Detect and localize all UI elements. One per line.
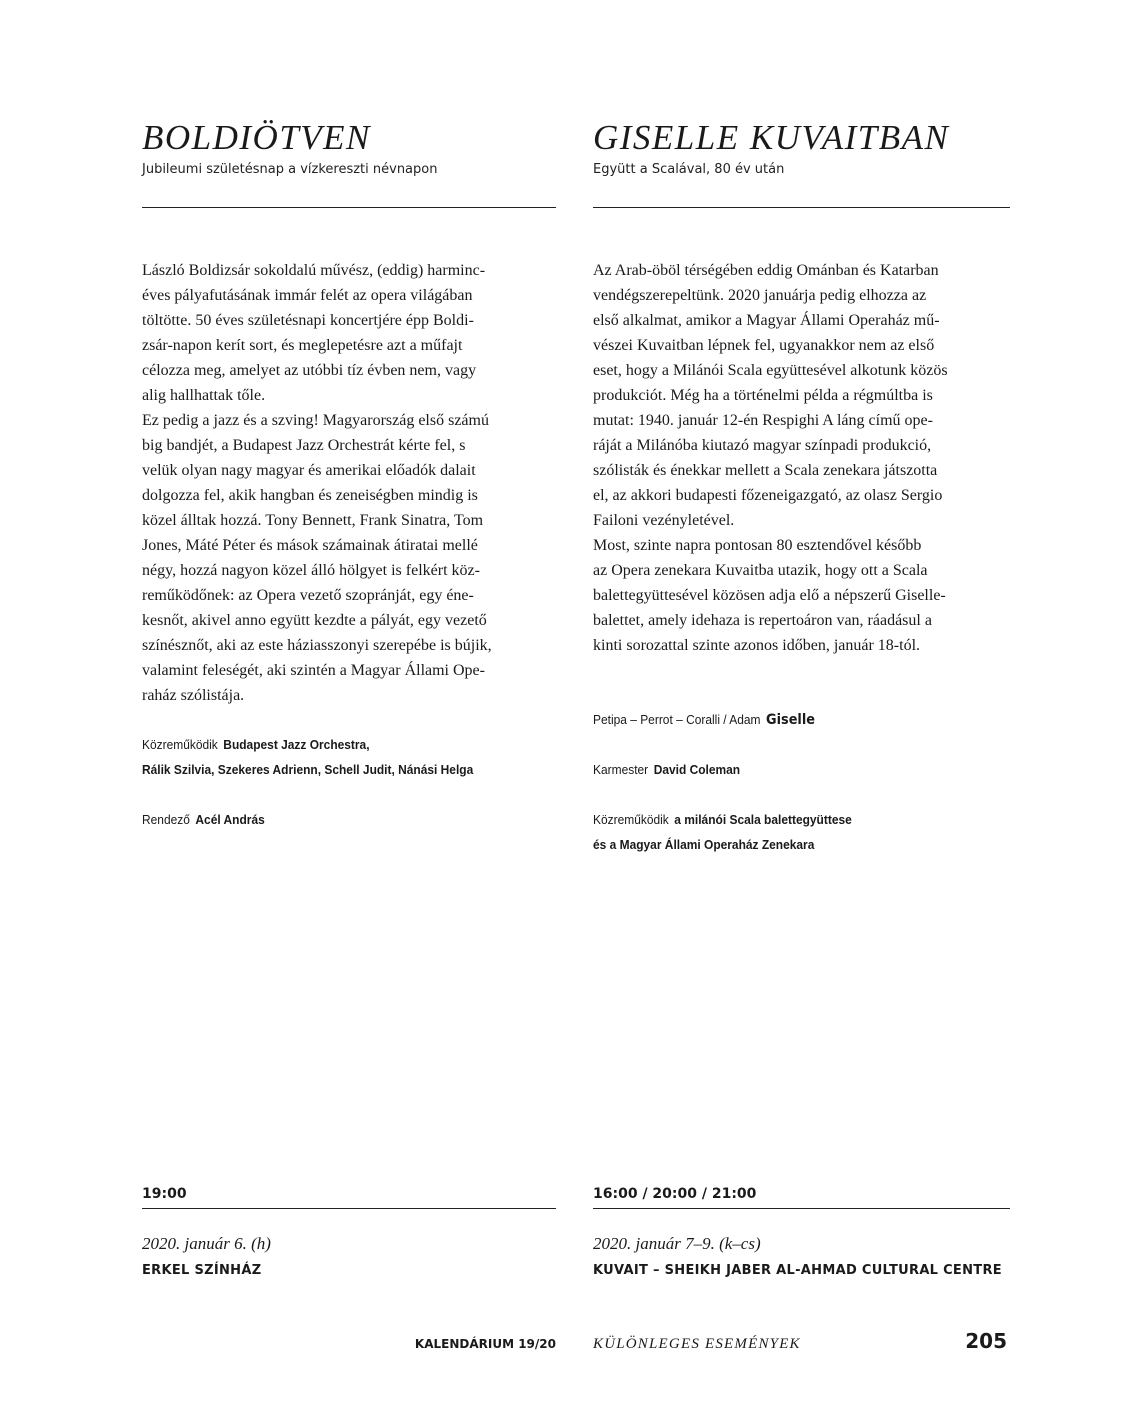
- right-event-time: 16:00 / 20:00 / 21:00: [593, 1186, 757, 1202]
- body-line: balettet, amely idehaza is repertoáron van, ráadásul a: [593, 612, 932, 629]
- left-performers-credit-line2: [142, 757, 473, 782]
- left-top-divider: [142, 207, 556, 208]
- body-line: vészei Kuvaitban lépnek fel, ugyanakkor nem az első: [593, 337, 935, 354]
- conductor-label: Karmester: [593, 762, 649, 777]
- body-line: Failoni vezényletével.: [593, 512, 735, 529]
- right-top-divider: [593, 207, 1010, 208]
- body-paragraph: [142, 408, 556, 708]
- performers-value: a milánói Scala balettegyüttese: [674, 812, 852, 827]
- body-line: négy, hozzá nagyon közel álló hölgyet is felkért köz-: [142, 562, 480, 579]
- director-label: Rendező: [142, 812, 190, 827]
- right-event-venue: KUVAIT – SHEIKH JABER AL-AHMAD CULTURAL CENTRE: [593, 1263, 1002, 1278]
- left-article-title: BOLDIÖTVEN: [142, 118, 371, 157]
- body-line: vendégszerepeltünk. 2020 januárja pedig elhozza az: [593, 287, 927, 304]
- body-line: eset, hogy a Milánói Scala együttesével alkotunk közös: [593, 362, 948, 379]
- left-event-date: 2020. január 6. (h): [142, 1234, 271, 1253]
- body-line: célozza meg, amelyet az utóbbi tíz évben nem, vagy: [142, 362, 477, 379]
- work-value: Giselle: [766, 712, 816, 728]
- body-line: big bandjét, a Budapest Jazz Orchestrát kérte fel, s: [142, 437, 466, 454]
- body-line: velük olyan nagy magyar és amerikai előadók dalait: [142, 462, 476, 479]
- body-paragraph: [142, 258, 556, 408]
- body-line: Most, szinte napra pontosan 80 esztendővel később: [593, 537, 922, 554]
- body-line: reműködőnek: az Opera vezető szopránját, egy éne-: [142, 587, 474, 604]
- body-line: László Boldizsár sokoldalú művész, (eddig) harminc-: [142, 262, 486, 279]
- right-conductor-credit: [593, 757, 740, 782]
- body-line: alig hallhattak tőle.: [142, 387, 266, 404]
- conductor-value: David Coleman: [653, 762, 741, 777]
- performers-value-line2: Rálik Szilvia, Szekeres Adrienn, Schell Judit, Nánási Helga: [142, 762, 474, 777]
- left-bottom-divider: [142, 1208, 556, 1209]
- right-article-title: GISELLE KUVAITBAN: [593, 118, 950, 157]
- body-line: kesnőt, akivel anno együtt kezdte a pályát, egy vezető: [142, 612, 487, 629]
- body-paragraph: [593, 258, 1010, 533]
- body-line: Ez pedig a jazz és a szving! Magyarország első számú: [142, 412, 489, 429]
- left-event-time: 19:00: [142, 1186, 187, 1202]
- right-performers-credit-line2: [593, 832, 814, 857]
- left-article-subtitle: Jubileumi születésnap a vízkereszti névnapon: [142, 162, 438, 177]
- right-work-credit: [593, 707, 815, 733]
- work-label: Petipa – Perrot – Coralli / Adam: [593, 712, 761, 727]
- body-line: el, az akkori budapesti főzeneigazgató, az olasz Sergio: [593, 487, 943, 504]
- performers-value: Budapest Jazz Orchestra,: [223, 737, 370, 752]
- body-line: színésznőt, aki az este háziasszonyi szerepébe is bújik,: [142, 637, 492, 654]
- performers-label: Közreműködik: [142, 737, 218, 752]
- body-line: kinti sorozattal szinte azonos időben, január 18-tól.: [593, 637, 921, 654]
- body-line: töltötte. 50 éves születésnapi koncertjére épp Boldi-: [142, 312, 474, 329]
- right-bottom-divider: [593, 1208, 1010, 1209]
- body-line: valamint feleségét, aki szintén a Magyar Állami Ope-: [142, 662, 485, 679]
- page-number: 205: [965, 1329, 1007, 1353]
- body-line: Az Arab-öböl térségében eddig Ománban és Katarban: [593, 262, 939, 279]
- body-line: szólisták és énekkar mellett a Scala zenekara játszotta: [593, 462, 938, 479]
- left-performers-credit: [142, 732, 370, 757]
- body-line: mutat: 1940. január 12-én Respighi A láng című ope-: [593, 412, 933, 429]
- footer-section-name: KÜLÖNLEGES ESEMÉNYEK: [593, 1336, 801, 1352]
- body-line: balettegyüttesével közösen adja elő a népszerű Giselle-: [593, 587, 946, 604]
- body-line: első alkalmat, amikor a Magyar Állami Operaház mű-: [593, 312, 940, 329]
- left-article-body: [142, 258, 556, 708]
- footer-publication-name: KALENDÁRIUM 19/20: [414, 1337, 556, 1351]
- right-article-body: [593, 258, 1010, 658]
- left-director-credit: [142, 807, 265, 832]
- body-line: közel álltak hozzá. Tony Bennett, Frank Sinatra, Tom: [142, 512, 484, 529]
- right-event-date: 2020. január 7–9. (k–cs): [593, 1234, 761, 1253]
- right-performers-credit: [593, 807, 852, 832]
- director-value: Acél András: [195, 812, 265, 827]
- right-article-subtitle: Együtt a Scalával, 80 év után: [593, 162, 785, 177]
- body-line: az Opera zenekara Kuvaitba utazik, hogy ott a Scala: [593, 562, 928, 579]
- body-line: dolgozza fel, akik hangban és zeneiségben mindig is: [142, 487, 478, 504]
- body-line: raház szólistája.: [142, 687, 245, 704]
- body-paragraph: [593, 533, 1010, 658]
- performers-value-line2: és a Magyar Állami Operaház Zenekara: [593, 837, 815, 852]
- left-event-venue: ERKEL SZÍNHÁZ: [142, 1263, 262, 1278]
- body-line: zsár-napon kerít sort, és meglepetésre azt a műfajt: [142, 337, 463, 354]
- body-line: ráját a Milánóba kiutazó magyar színpadi produkció,: [593, 437, 932, 454]
- body-line: Jones, Máté Péter és mások számainak átiratai mellé: [142, 537, 478, 554]
- body-line: produkciót. Még ha a történelmi példa a régmúltba is: [593, 387, 933, 404]
- performers-label: Közreműködik: [593, 812, 669, 827]
- body-line: éves pályafutásának immár felét az opera világában: [142, 287, 473, 304]
